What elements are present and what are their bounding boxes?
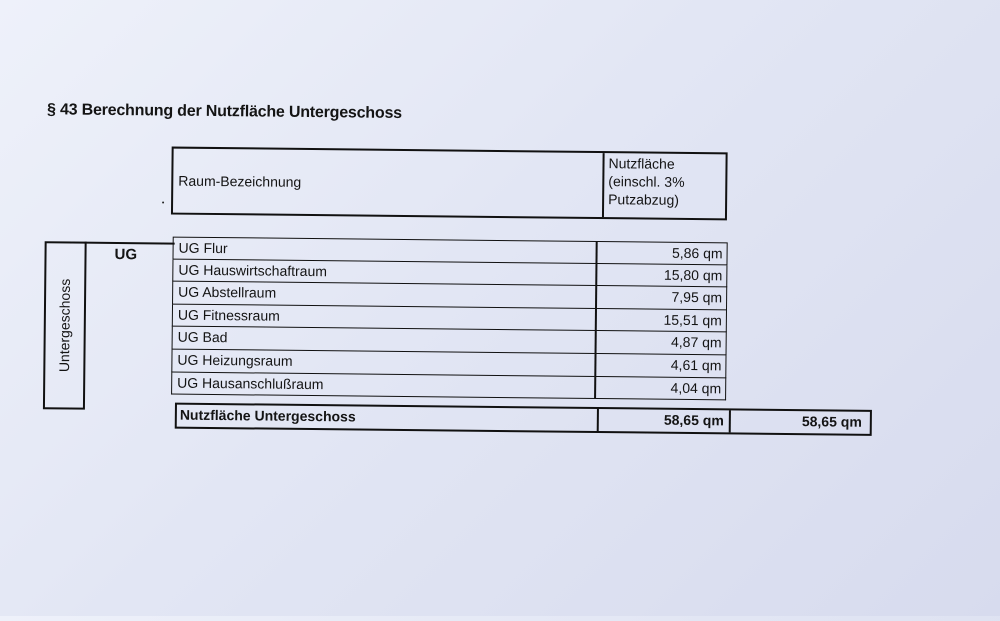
header-area-line: (einschl. 3% xyxy=(608,173,685,190)
room-name: UG Abstellraum xyxy=(173,282,597,308)
header-room-label: Raum-Bezeichnung xyxy=(173,149,605,218)
room-area: 15,51 qm xyxy=(663,311,722,329)
side-connector-line xyxy=(85,242,175,245)
total-row xyxy=(175,403,872,436)
side-label-text: Untergeschoss xyxy=(56,278,74,373)
room-area: 5,86 qm xyxy=(671,244,723,262)
room-name: UG Hausanschlußraum xyxy=(172,372,596,398)
room-area: 4,04 qm xyxy=(670,379,722,396)
room-area: 15,80 qm xyxy=(663,266,723,283)
speck xyxy=(162,201,164,203)
room-name: UG Heizungsraum xyxy=(172,350,596,376)
total-value: 58,65 qm xyxy=(599,409,731,432)
table-row xyxy=(171,372,726,400)
room-name: UG Hauswirtschaftraum xyxy=(173,259,597,285)
room-area: 4,87 qm xyxy=(670,334,722,351)
room-table xyxy=(171,237,728,401)
header-area-label xyxy=(604,153,726,218)
room-area: 4,61 qm xyxy=(670,356,722,374)
header-area-line: Nutzfläche xyxy=(608,155,675,172)
section-title: § 43 Berechnung der Nutzfläche Untergeschoss xyxy=(46,101,402,122)
room-name: UG Flur xyxy=(174,238,598,263)
floor-side-label xyxy=(43,241,87,409)
table-header xyxy=(171,147,728,221)
room-name: UG Fitnessraum xyxy=(173,304,597,330)
floor-code: UG xyxy=(114,245,138,264)
room-area: 7,95 qm xyxy=(671,288,723,306)
total-label: Nutzfläche Untergeschoss xyxy=(177,405,599,431)
room-name: UG Bad xyxy=(173,327,597,353)
total-value-carried: 58,65 qm xyxy=(801,413,862,430)
header-area-line: Putzabzug) xyxy=(608,191,680,208)
